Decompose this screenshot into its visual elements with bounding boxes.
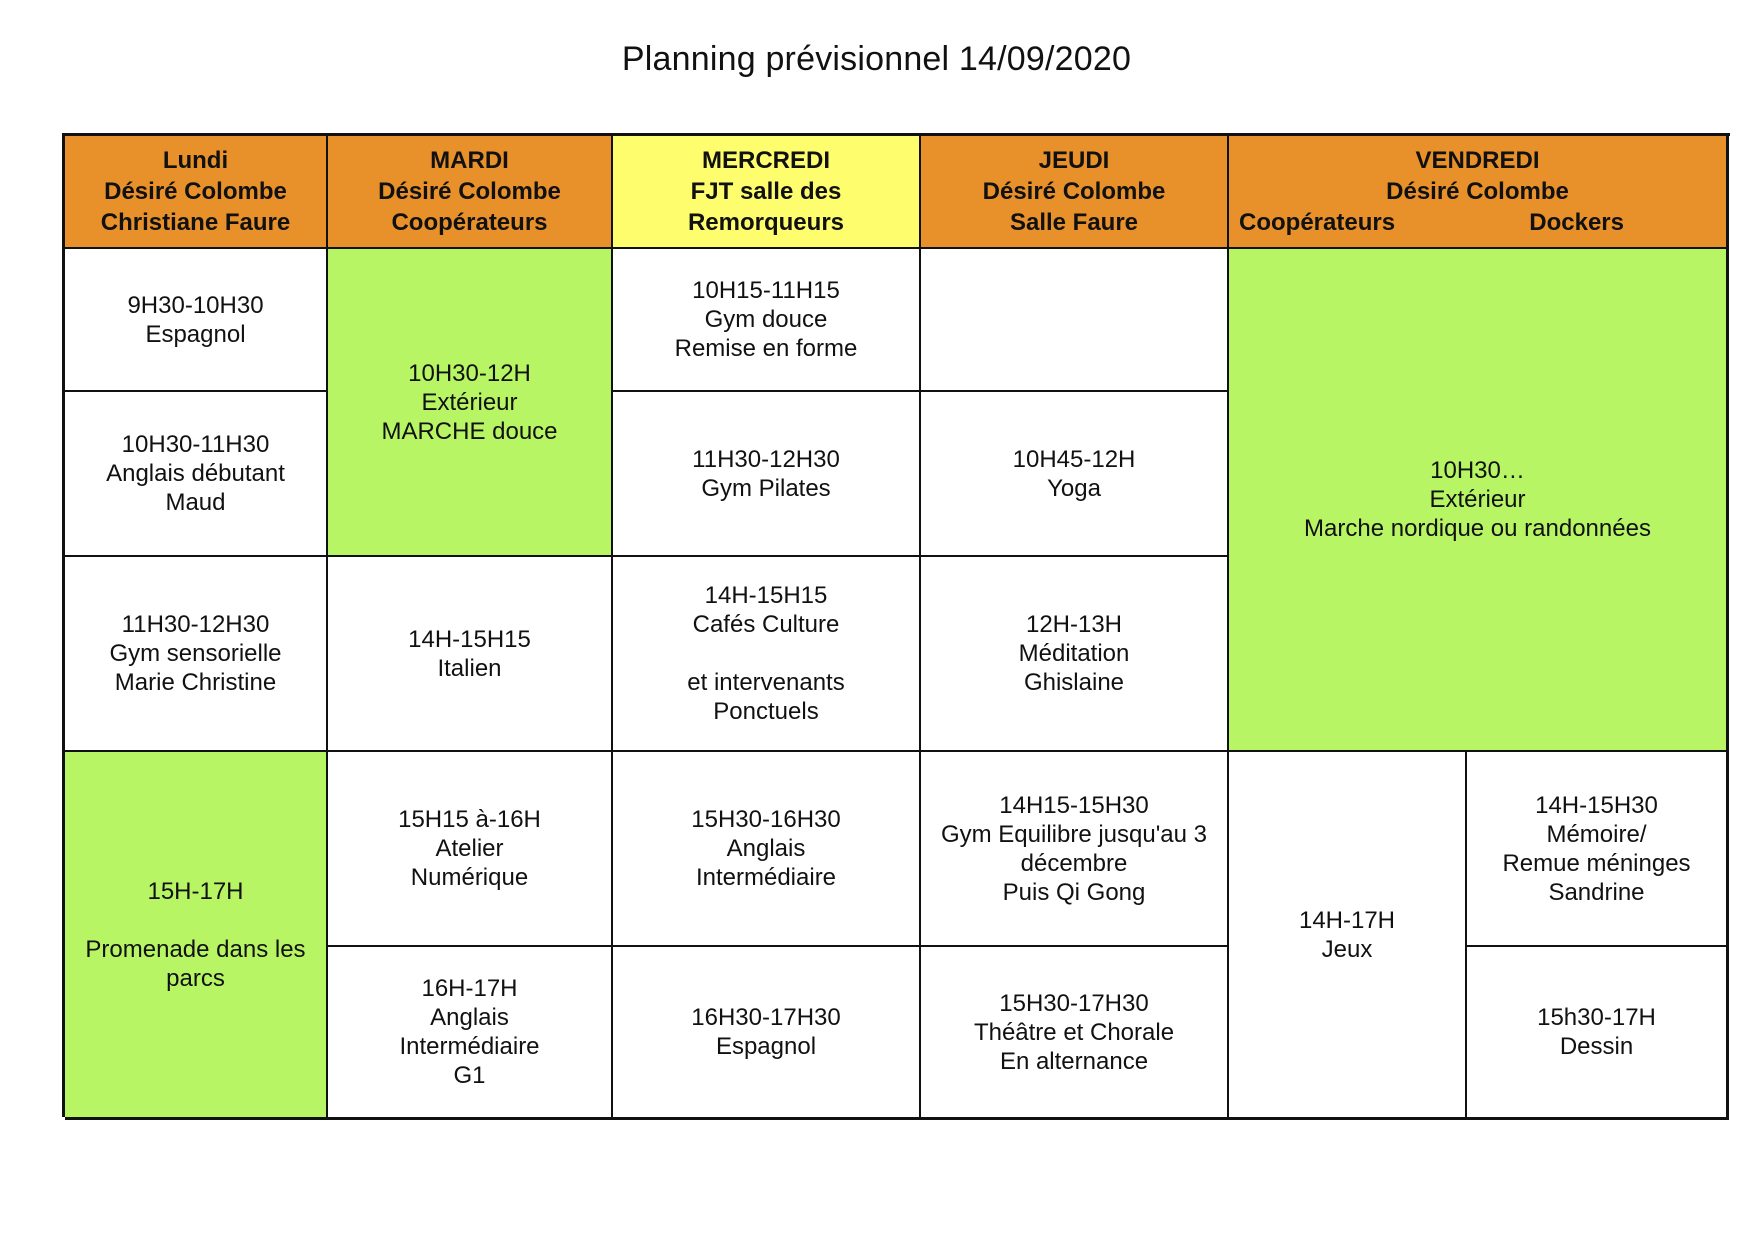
jeudi-yoga: 10H45-12H Yoga (921, 392, 1229, 557)
jeudi-meditation: 12H-13H Méditation Ghislaine (921, 557, 1229, 752)
header-vendredi-right: Dockers (1529, 209, 1624, 236)
jeudi-gym-equilibre: 14H15-15H30 Gym Equilibre jusqu'au 3 décembre Puis Qi Gong (921, 752, 1229, 947)
header-mardi: MARDI Désiré Colombe Coopérateurs (328, 136, 613, 249)
header-jeudi: JEUDI Désiré Colombe Salle Faure (921, 136, 1229, 249)
header-vendredi-title: VENDREDI Désiré Colombe (1386, 147, 1569, 205)
vendredi-dessin: 15h30-17H Dessin (1467, 947, 1729, 1120)
mardi-anglais: 16H-17H Anglais Intermédiaire G1 (328, 947, 613, 1120)
page-title: Planning prévisionnel 14/09/2020 (621, 40, 1132, 78)
vendredi-jeux: 14H-17H Jeux (1229, 752, 1467, 1120)
header-vendredi (1229, 136, 1729, 249)
mercredi-anglais: 15H30-16H30 Anglais Intermédiaire (613, 752, 921, 947)
mercredi-cafes-culture: 14H-15H15 Cafés Culture et intervenants Ponctuels (613, 557, 921, 752)
mercredi-espagnol: 16H30-17H30 Espagnol (613, 947, 921, 1120)
mercredi-gym-douce: 10H15-11H15 Gym douce Remise en forme (613, 249, 921, 392)
mardi-italien: 14H-15H15 Italien (328, 557, 613, 752)
lundi-gym-sensorielle: 11H30-12H30 Gym sensorielle Marie Christine (65, 557, 328, 752)
vendredi-memoire: 14H-15H30 Mémoire/ Remue méninges Sandrine (1467, 752, 1729, 947)
jeudi-theatre: 15H30-17H30 Théâtre et Chorale En alternance (921, 947, 1229, 1120)
lundi-espagnol: 9H30-10H30 Espagnol (65, 249, 328, 392)
header-mercredi: MERCREDI FJT salle des Remorqueurs (613, 136, 921, 249)
mardi-marche: 10H30-12H Extérieur MARCHE douce (328, 249, 613, 557)
mercredi-pilates: 11H30-12H30 Gym Pilates (613, 392, 921, 557)
header-vendredi-left: Coopérateurs (1239, 209, 1396, 236)
schedule-table (62, 133, 1730, 1117)
header-lundi: Lundi Désiré Colombe Christiane Faure (65, 136, 328, 249)
lundi-anglais: 10H30-11H30 Anglais débutant Maud (65, 392, 328, 557)
header-vendredi-sites (1233, 207, 1722, 238)
mardi-numerique: 15H15 à-16H Atelier Numérique (328, 752, 613, 947)
lundi-promenade: 15H-17H Promenade dans les parcs (65, 752, 328, 1120)
vendredi-marche-nordique: 10H30… Extérieur Marche nordique ou randonnées (1229, 249, 1729, 752)
jeudi-empty (921, 249, 1229, 392)
